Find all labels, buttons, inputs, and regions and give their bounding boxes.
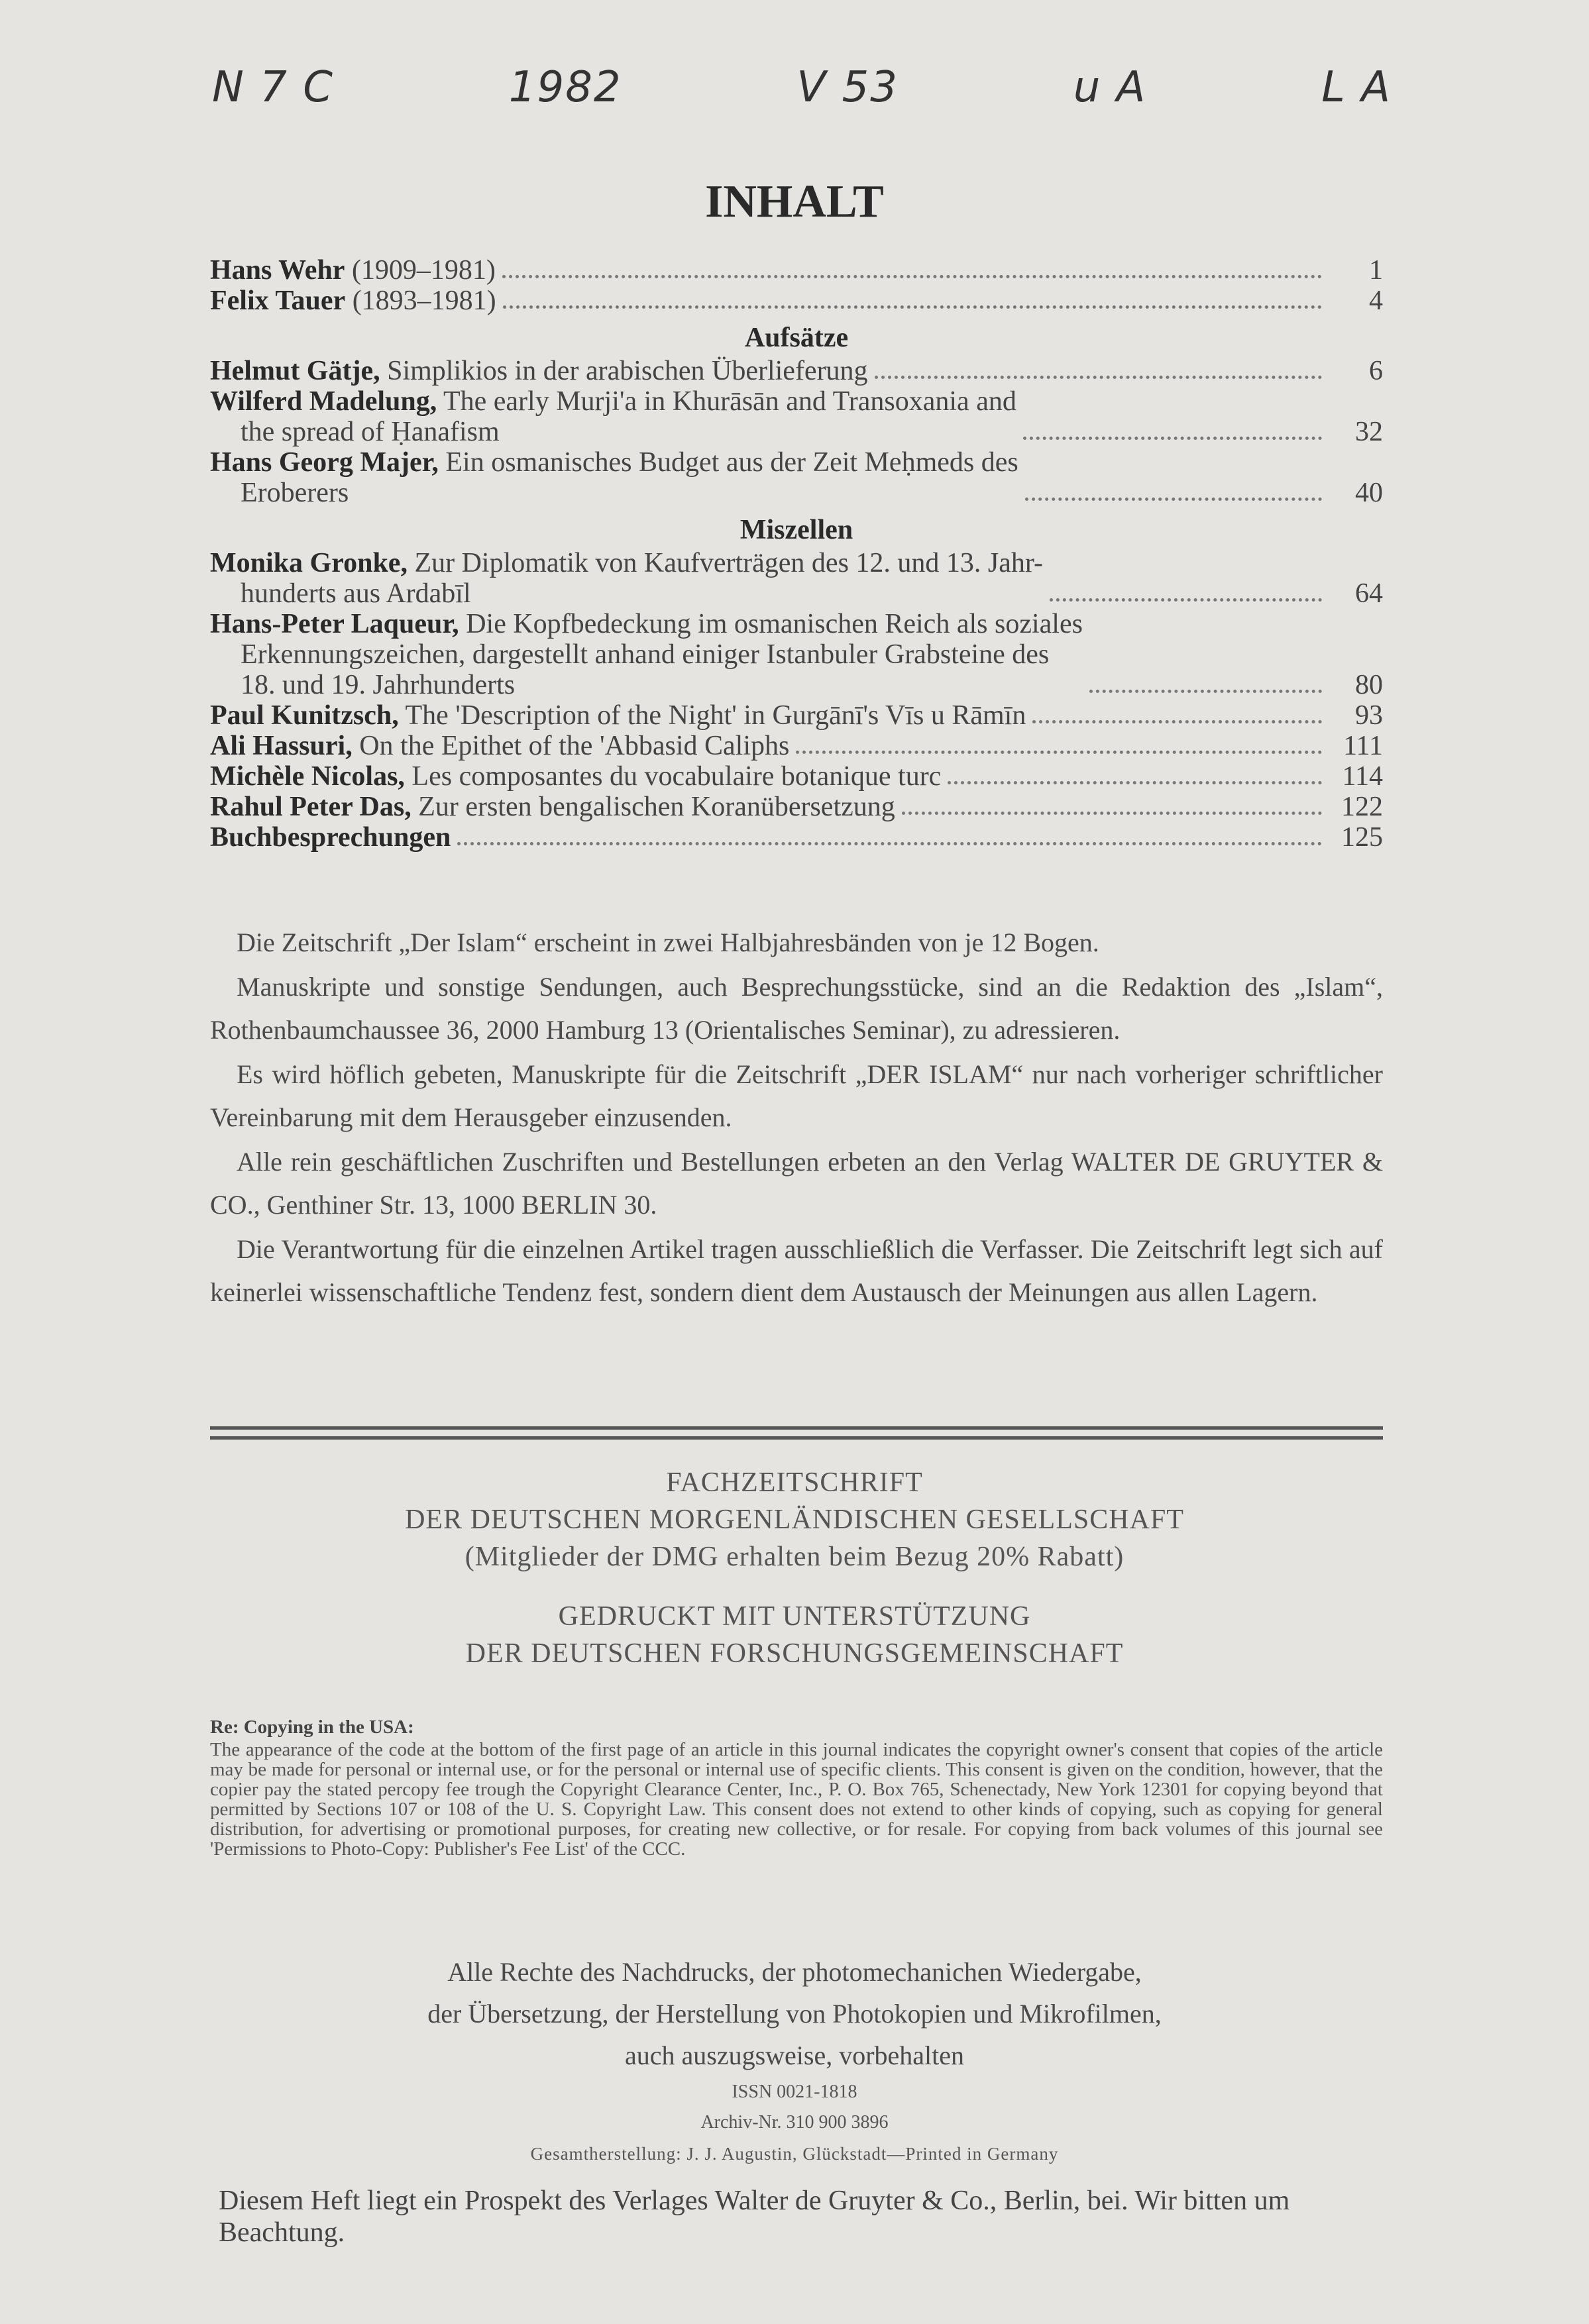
toc-author: Buchbesprechungen: [210, 822, 451, 853]
hand-note-1: N 7 C: [212, 63, 334, 112]
divider-bottom: [210, 1436, 1383, 1440]
toc-author: Wilferd Madelung,: [210, 386, 437, 417]
leader-dots: [948, 781, 1322, 784]
toc-entry: [210, 609, 1383, 700]
page-title: INHALT: [705, 176, 884, 227]
leader-dots: [503, 305, 1322, 309]
toc-entry: [210, 255, 1383, 286]
toc-entry: [210, 548, 1383, 609]
toc-page-number: 125: [1341, 822, 1383, 853]
toc-page-number: 114: [1342, 761, 1383, 792]
toc-author: Monika Gronke,: [210, 548, 408, 578]
toc-author: Paul Kunitzsch,: [210, 700, 399, 731]
leader-dots: [457, 842, 1322, 845]
toc-page-number: 32: [1355, 417, 1383, 447]
toc-title: Zur Diplomatik von Kaufverträgen des 12. und 13. Jahr-: [407, 548, 1044, 578]
toc-title: Zur ersten bengalischen Koranübersetzung: [411, 792, 895, 822]
editorial-notes: [210, 921, 1383, 1314]
society-line: GEDRUCKT MIT UNTERSTÜTZUNG: [558, 1601, 1031, 1632]
divider-top: [210, 1426, 1383, 1430]
society-line: FACHZEITSCHRIFT: [666, 1467, 923, 1498]
toc-author: Rahul Peter Das,: [210, 792, 411, 822]
copyright-body: The appearance of the code at the bottom of the first page of an article in this journal indicates the copyright owner's consent that copies of the article may be made for personal or internal use, or for the personal or internal use of specific clients. This consent is given on the condition, however, that the copier pay the stated percopy fee trough the Copyright Clearance Center, Inc., P. O. Box 765, Schenectady, New York 12301 for copying beyond that permitted by Sections 107 or 108 of the U. S. Copyright Law. This consent does not extend to other kinds of copying, such as copying for general distribution, for advertising or promotional purposes, for creating new collective, or for resale. For copying from back volumes of this journal see 'Permissions to Photo-Copy: Publisher's Fee List' of the CCC.: [210, 1739, 1383, 1860]
hand-note-2: 1982: [508, 63, 622, 112]
hand-note-4: u A: [1073, 63, 1147, 112]
society-line: DER DEUTSCHEN FORSCHUNGSGEMEINSCHAFT: [465, 1638, 1124, 1669]
toc-page-number: 64: [1355, 578, 1383, 609]
section-heading-aufsaetze: Aufsätze: [744, 323, 849, 353]
toc-page-number: 4: [1369, 286, 1383, 316]
toc-page-number: 80: [1355, 670, 1383, 700]
rights-notice: [0, 1951, 1589, 2076]
toc-entry: [210, 761, 1383, 792]
rights-line: Alle Rechte des Nachdrucks, der photomechanichen Wiedergabe,: [447, 1957, 1142, 1987]
toc-page-number: 1: [1369, 255, 1383, 286]
toc-title: Die Kopfbedeckung im osmanischen Reich als soziales: [459, 609, 1083, 639]
printer-credit: Gesamtherstellung: J. J. Augustin, Glückstadt—Printed in Germany: [530, 2144, 1059, 2164]
toc-title: On the Epithet of the 'Abbasid Caliphs: [352, 731, 790, 761]
toc-author: Felix Tauer: [210, 286, 346, 316]
toc-author: Michèle Nicolas,: [210, 761, 405, 792]
toc-entry: [210, 447, 1383, 508]
archiv-number: Archiv-Nr. 310 900 3896: [700, 2112, 889, 2133]
toc-entry: [210, 822, 1383, 853]
leader-dots: [1025, 498, 1322, 501]
society-line: (Mitglieder der DMG erhalten beim Bezug 20% Rabatt): [465, 1542, 1124, 1572]
hand-note-5: L A: [1321, 63, 1392, 112]
hand-note-3: V 53: [796, 63, 899, 112]
note-paragraph: Die Verantwortung für die einzelnen Artikel tragen ausschließlich die Verfasser. Die Zeitschrift legt sich auf keinerlei wissenschaftliche Tendenz fest, sondern dient dem Austausch der Meinungen aus allen Lagern.: [210, 1234, 1383, 1307]
toc-author: Helmut Gätje,: [210, 356, 380, 386]
society-line: DER DEUTSCHEN MORGENLÄNDISCHEN GESELLSCHAFT: [405, 1505, 1184, 1535]
copyright-usa-notice: [210, 1717, 1383, 1859]
rights-line: der Übersetzung, der Herstellung von Photokopien und Mikrofilmen,: [427, 1999, 1162, 2029]
note-paragraph: Es wird höflich gebeten, Manuskripte für die Zeitschrift „DER ISLAM“ nur nach vorheriger schriftlicher Vereinbarung mit dem Herausgeber einzusenden.: [210, 1059, 1383, 1132]
toc-entry: [210, 356, 1383, 386]
toc-page-number: 40: [1355, 478, 1383, 508]
toc-author: Hans Georg Majer,: [210, 447, 439, 478]
toc-title-continuation: 18. und 19. Jahrhunderts: [241, 670, 516, 700]
toc-title: Simplikios in der arabischen Überlieferung: [380, 356, 868, 386]
rights-line: auch auszugsweise, vorbehalten: [624, 2040, 965, 2070]
toc-author: Hans Wehr: [210, 255, 345, 286]
leader-dots: [1032, 720, 1322, 723]
toc-entry: [210, 286, 1383, 316]
toc-title: (1909–1981): [345, 255, 496, 286]
toc-title-continuation: the spread of Ḥanafism: [241, 417, 500, 447]
society-block: [0, 1464, 1589, 1672]
issn: ISSN 0021-1818: [732, 2082, 857, 2102]
toc-author: Ali Hassuri,: [210, 731, 353, 761]
leader-dots: [1023, 437, 1322, 440]
toc-entry: [210, 700, 1383, 731]
toc-page-number: 93: [1355, 700, 1383, 731]
section-heading-miszellen: Miszellen: [740, 515, 853, 545]
copyright-heading: Re: Copying in the USA:: [210, 1717, 414, 1738]
note-paragraph: Alle rein geschäftlichen Zuschriften und Bestellungen erbeten an den Verlag WALTER DE GRUYTER & CO., Genthiner Str. 13, 1000 BERLIN 30.: [210, 1147, 1383, 1220]
toc-page-number: 6: [1369, 356, 1383, 386]
leader-dots: [1089, 690, 1322, 693]
toc-entry: [210, 731, 1383, 761]
toc-page-number: 122: [1341, 792, 1383, 822]
toc-author: Hans-Peter Laqueur,: [210, 609, 459, 639]
toc-title: The 'Description of the Night' in Gurgānī's Vīs u Rāmīn: [398, 700, 1026, 731]
leader-dots: [796, 751, 1322, 754]
toc-title: The early Murji'a in Khurāsān and Transoxania and: [437, 386, 1016, 417]
leader-dots: [875, 376, 1322, 379]
toc-title: (1893–1981): [345, 286, 496, 316]
toc-title: Ein osmanisches Budget aus der Zeit Meḥmeds des: [438, 447, 1018, 478]
leader-dots: [902, 812, 1322, 815]
toc-page-number: 111: [1343, 731, 1383, 761]
leader-dots: [1050, 598, 1322, 602]
note-paragraph: Die Zeitschrift „Der Islam“ erscheint in zwei Halbjahresbänden von je 12 Bogen.: [237, 927, 1099, 957]
toc-title-continuation: hunderts aus Ardabīl: [241, 578, 471, 609]
table-of-contents: [210, 255, 1383, 853]
leader-dots: [502, 275, 1322, 278]
toc-entry: [210, 792, 1383, 822]
toc-title: Les composantes du vocabulaire botanique turc: [404, 761, 942, 792]
toc-title-continuation: Eroberers: [241, 478, 349, 508]
note-paragraph: Manuskripte und sonstige Sendungen, auch Besprechungsstücke, sind an die Redaktion des „Islam“, Rothenbaumchaussee 36, 2000 Hamburg 13 (Orientalisches Seminar), zu adressieren.: [210, 972, 1383, 1045]
toc-title-continuation: Erkennungszeichen, dargestellt anhand einiger Istanbuler Grabsteine des: [241, 639, 1050, 670]
toc-entry: [210, 386, 1383, 447]
handwritten-annotation: [212, 63, 1392, 112]
prospekt-notice: Diesem Heft liegt ein Prospekt des Verlages Walter de Gruyter & Co., Berlin, bei. Wir bitten um Beachtung.: [219, 2186, 1290, 2248]
